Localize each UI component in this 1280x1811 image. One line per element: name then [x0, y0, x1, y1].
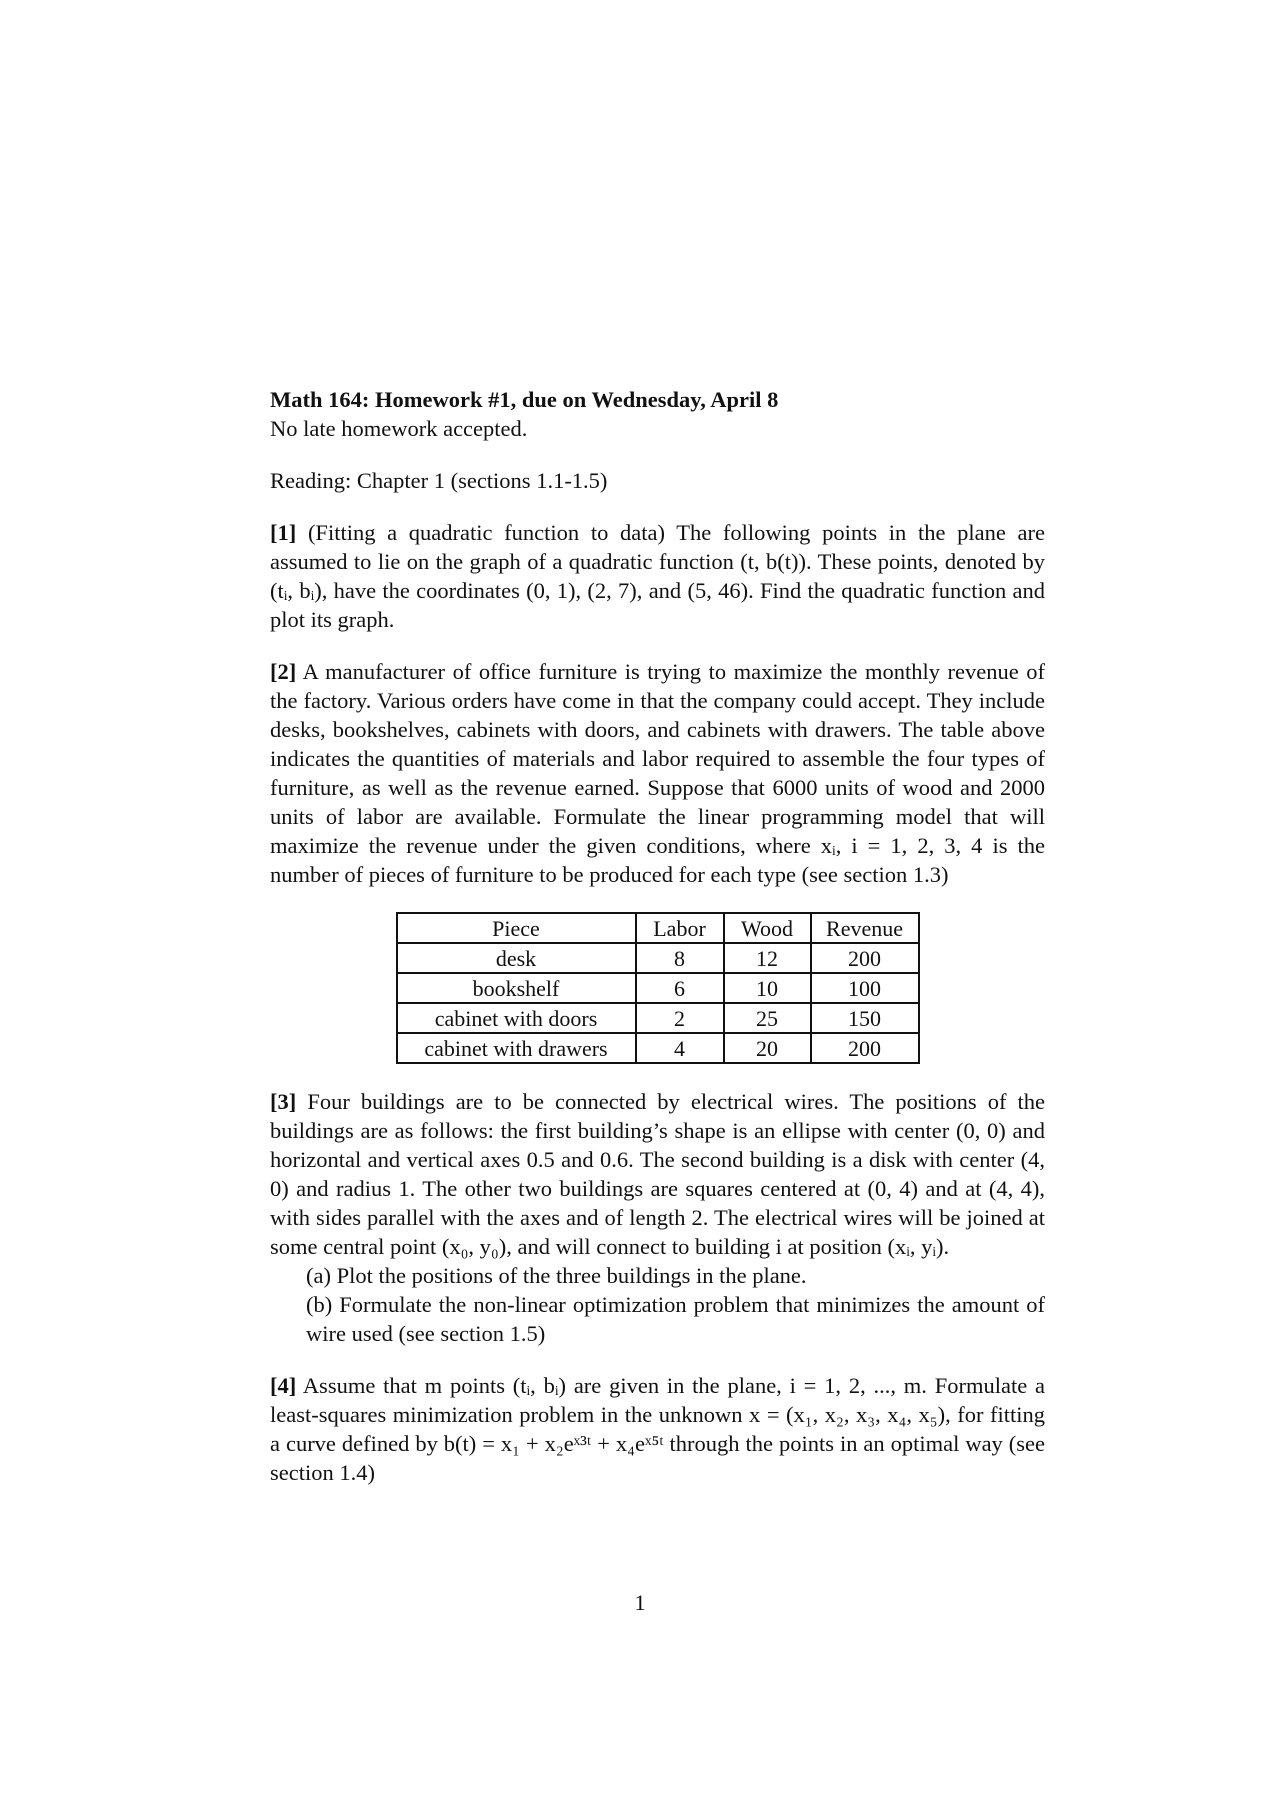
table-row: [397, 1033, 919, 1063]
problem-2: [270, 657, 1045, 889]
problem-3-text: Four buildings are to be connected by electrical wires. The positions of the buildings are as follows: the first building’s shape is an ellipse with center (0, 0) and horizontal and vertical axes 0.5 and 0.6. The second building is a disk with center (4, 0) and radius 1. The other two buildings are squares centered at (0, 4) and at (4, 4), with sides parallel with the axes and of length 2. The electrical wires will be joined at some central point (x₀, y₀), and will connect to building i at position (xᵢ, yᵢ).: [270, 1089, 1046, 1259]
problem-1: [270, 518, 1045, 634]
table-cell: 200: [811, 1033, 919, 1063]
problem-4-number: [4]: [270, 1373, 297, 1398]
reading-assignment: Reading: Chapter 1 (sections 1.1-1.5): [270, 468, 608, 493]
table-cell: 6: [636, 973, 724, 1003]
table-cell: cabinet with drawers: [397, 1033, 636, 1063]
document-body: [270, 385, 1045, 1487]
furniture-table: [396, 912, 920, 1064]
table-cell: cabinet with doors: [397, 1003, 636, 1033]
table-cell: 100: [811, 973, 919, 1003]
table-row: [397, 1003, 919, 1033]
problem-4-text: Assume that m points (tᵢ, bᵢ) are given in the plane, i = 1, 2, ..., m. Formulate a least-squares minimization problem in the unknown x = (x₁, x₂, x₃, x₄, x₅), for fitting a curve defined by b(t) = x₁ + x₂eˣ³ᵗ + x₄eˣ⁵ᵗ through the points in an optimal way (see section 1.4): [270, 1373, 1045, 1485]
problem-3-part-a: (a) Plot the positions of the three buildings in the plane.: [306, 1263, 807, 1288]
table-cell: 4: [636, 1033, 724, 1063]
table-header-row: [397, 913, 919, 943]
problem-3-part-b: (b) Formulate the non-linear optimization problem that minimizes the amount of wire used (see section 1.5): [306, 1292, 1045, 1346]
table-cell: bookshelf: [397, 973, 636, 1003]
table-header-cell: Labor: [636, 913, 724, 943]
table-cell: 12: [724, 943, 811, 973]
table-row: [397, 973, 919, 1003]
problem-4: [270, 1371, 1045, 1487]
table-cell: 150: [811, 1003, 919, 1033]
problem-1-number: [1]: [270, 520, 297, 545]
table-cell: 20: [724, 1033, 811, 1063]
problem-2-number: [2]: [270, 659, 297, 684]
table-cell: 200: [811, 943, 919, 973]
problem-1-text: (Fitting a quadratic function to data) The following points in the plane are assumed to lie on the graph of a quadratic function (t, b(t)). These points, denoted by (tᵢ, bᵢ), have the coordinates (0, 1), (2, 7), and (5, 46). Find the quadratic function and plot its graph.: [270, 520, 1045, 632]
late-policy-note: No late homework accepted.: [270, 416, 528, 441]
table-header-cell: Revenue: [811, 913, 919, 943]
table-cell: 10: [724, 973, 811, 1003]
page-number: 1: [634, 1590, 646, 1615]
table-cell: 2: [636, 1003, 724, 1033]
document-title: Math 164: Homework #1, due on Wednesday, April 8: [270, 387, 779, 412]
table-header-cell: Piece: [397, 913, 636, 943]
table-cell: desk: [397, 943, 636, 973]
table-cell: 8: [636, 943, 724, 973]
problem-2-text: A manufacturer of office furniture is trying to maximize the monthly revenue of the factory. Various orders have come in that the company could accept. They include desks, bookshelves, cabinets with doors, and cabinets with drawers. The table above indicates the quantities of materials and labor required to assemble the four types of furniture, as well as the revenue earned. Suppose that 6000 units of wood and 2000 units of labor are available. Formulate the linear programming model that will maximize the revenue under the given conditions, where xᵢ, i = 1, 2, 3, 4 is the number of pieces of furniture to be produced for each type (see section 1.3): [270, 659, 1045, 887]
problem-3: [270, 1087, 1045, 1348]
table-cell: 25: [724, 1003, 811, 1033]
table-row: [397, 943, 919, 973]
table-header-cell: Wood: [724, 913, 811, 943]
problem-3-number: [3]: [270, 1089, 297, 1114]
